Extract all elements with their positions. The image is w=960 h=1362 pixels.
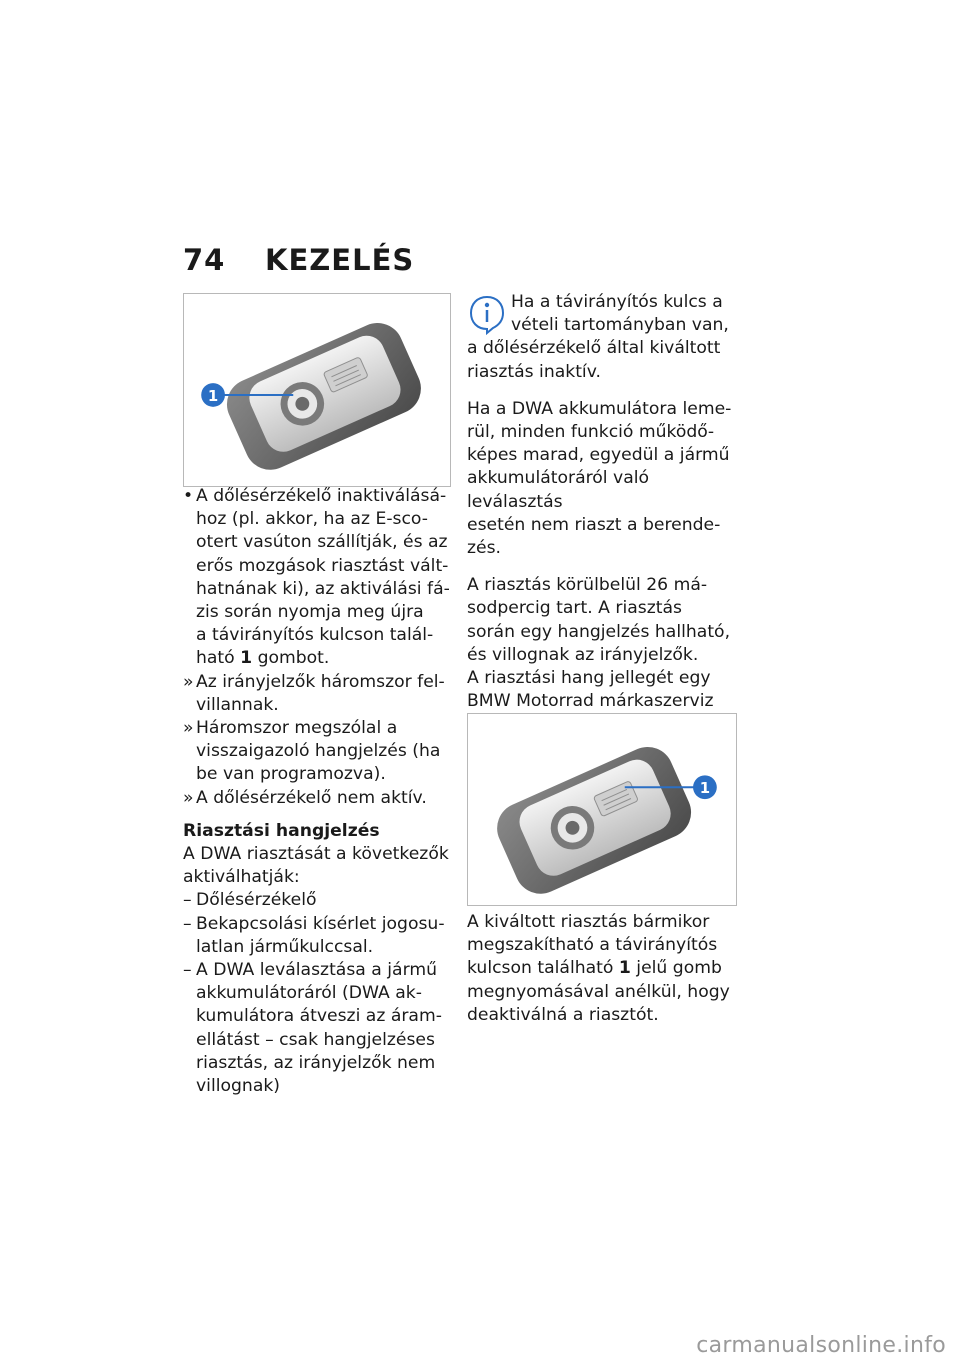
- dash-item: [183, 913, 453, 959]
- right-column-bottom: [467, 911, 739, 1027]
- bullet-line: zis során nyomja meg újra: [196, 602, 424, 623]
- key-fob-figure-2: [467, 713, 737, 906]
- para-line: megszakítható a távirányítós: [467, 935, 718, 956]
- para-line: során egy hangjelzés hallható,: [467, 621, 731, 642]
- para-line: A riasztás körülbelül 26 má-: [467, 575, 708, 596]
- paragraph: [467, 398, 739, 560]
- para-line: megnyomásával anélkül, hogy: [467, 981, 730, 1002]
- left-column: [183, 485, 453, 1098]
- info-line: riasztás inaktív.: [467, 361, 602, 382]
- bullet-line: a távirányítós kulcson talál-: [196, 625, 434, 646]
- result-line: Háromszor megszólal a: [196, 718, 398, 739]
- para-line: BMW Motorrad márkaszerviz: [467, 691, 714, 712]
- dash-line: riasztás, az irányjelzők nem: [196, 1052, 436, 1073]
- intro-line: aktiválhatják:: [183, 867, 300, 888]
- page-header: [183, 243, 414, 277]
- section-heading: Riasztási hangjelzés: [183, 820, 380, 841]
- para-line: rül, minden funkció működő-: [467, 422, 715, 443]
- dash-mark: –: [183, 960, 192, 981]
- bullet-line: erős mozgások riasztást vált-: [196, 555, 449, 576]
- result-line: Az irányjelzők háromszor fel-: [196, 671, 445, 692]
- text-run: kulcson található: [467, 958, 619, 979]
- result-mark: »: [183, 671, 194, 692]
- bullet-line: hoz (pl. akkor, ha az E-sco-: [196, 509, 428, 530]
- result-mark: »: [183, 718, 194, 739]
- bullet-mark: •: [183, 486, 194, 506]
- dash-line: ellátást – csak hangjelzéses: [196, 1029, 435, 1050]
- result-line: A dőlésérzékelő nem aktív.: [196, 787, 427, 808]
- result-mark: »: [183, 787, 194, 808]
- page-title: KEZELÉS: [265, 243, 415, 277]
- callout-label: 1: [699, 780, 711, 798]
- callout-label: 1: [207, 387, 219, 405]
- dash-line: Dőlésérzékelő: [196, 890, 317, 911]
- bullet-line-last: [196, 647, 453, 670]
- para-line: A riasztási hang jellegét egy: [467, 668, 711, 689]
- info-icon: [469, 295, 505, 335]
- para-line: deaktiválná a riasztót.: [467, 1004, 659, 1025]
- intro-line: A DWA riasztását a következők: [183, 844, 449, 865]
- info-line: Ha a távirányítós kulcs a: [511, 292, 723, 312]
- dash-mark: –: [183, 913, 192, 934]
- key-fob-figure-1: [183, 293, 451, 487]
- text-run: gombot.: [252, 648, 330, 669]
- result-line: be van programozva).: [196, 764, 386, 785]
- key-fob-illustration: [468, 714, 736, 905]
- bullet-line: hatnának ki), az aktiválási fá-: [196, 578, 450, 599]
- para-line: képes marad, egyedül a jármű: [467, 445, 730, 466]
- result-item: [183, 671, 453, 717]
- dash-line: latlan járműkulccsal.: [196, 936, 374, 957]
- result-item: [183, 787, 453, 810]
- dash-line: akkumulátoráról (DWA ak-: [196, 983, 422, 1004]
- dash-mark: –: [183, 890, 192, 911]
- button-reference: 1: [240, 648, 253, 669]
- text-run: ható: [196, 648, 241, 669]
- result-line: visszaigazoló hangjelzés (ha: [196, 741, 441, 762]
- result-line: villannak.: [196, 694, 279, 715]
- page-number: 74: [183, 243, 226, 277]
- bullet-line: A dőlésérzékelő inaktiválásá-: [196, 486, 447, 506]
- dash-item: [183, 959, 453, 1098]
- dash-line: villognak): [196, 1076, 281, 1097]
- info-line: a dőlésérzékelő által kiváltott: [467, 338, 721, 359]
- button-reference: 1: [618, 958, 631, 979]
- para-line: esetén nem riaszt a berende-: [467, 514, 721, 535]
- para-line: Ha a DWA akkumulátora leme-: [467, 398, 732, 419]
- para-line: akkumulátoráról való leválasztás: [467, 468, 650, 512]
- bullet-line: otert vasúton szállítják, és az: [196, 532, 448, 553]
- info-line: vételi tartományban van,: [511, 315, 729, 336]
- para-line: A kiváltott riasztás bármikor: [467, 912, 710, 932]
- para-line: sodpercig tart. A riasztás: [467, 598, 682, 619]
- text-run: jelű gomb: [630, 958, 722, 979]
- key-fob-illustration: [184, 294, 450, 486]
- right-column: [467, 291, 739, 751]
- dash-line: A DWA leválasztása a jármű: [196, 960, 437, 981]
- para-line: és villognak az irányjelzők.: [467, 644, 699, 665]
- dash-line: Bekapcsolási kísérlet jogosu-: [196, 913, 445, 934]
- para-line: zés.: [467, 538, 502, 559]
- bullet-item: [183, 485, 453, 671]
- result-item: [183, 717, 453, 787]
- dash-line: kumulátora átveszi az áram-: [196, 1006, 442, 1027]
- watermark: carmanualsonline.info: [696, 1333, 946, 1358]
- dash-item: [183, 889, 453, 912]
- info-note: [467, 291, 739, 384]
- para-line: [467, 957, 739, 980]
